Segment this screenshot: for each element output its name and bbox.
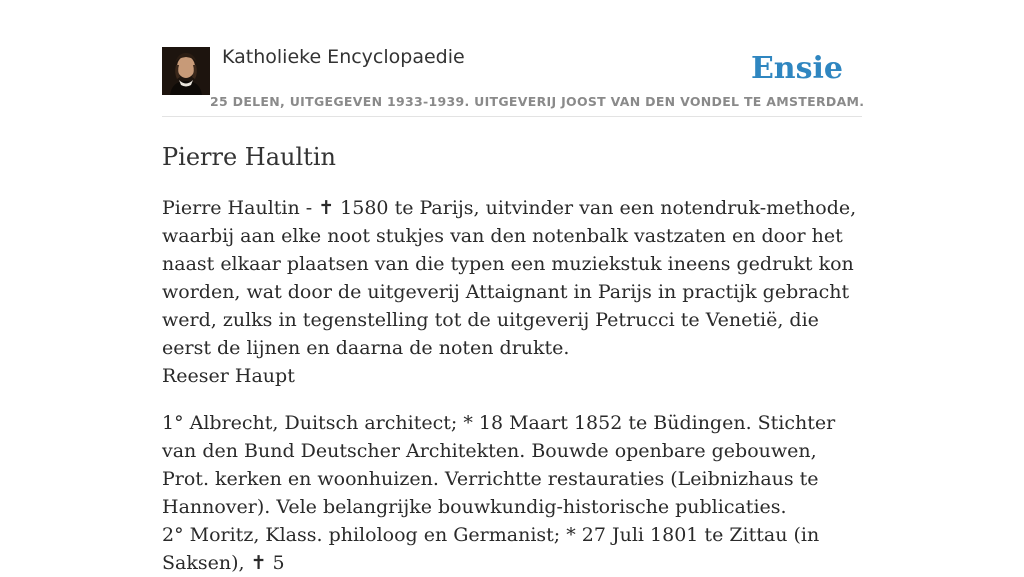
article-body: [162, 194, 862, 577]
article-author: Reeser Haupt: [162, 365, 295, 387]
publication-avatar[interactable]: [162, 47, 210, 95]
article-paragraph: 2° Moritz, Klass. philoloog en Germanist; * 27 Juli 1801 te Zittau (in Saksen), ✝ 5: [162, 524, 820, 574]
portrait-image: [162, 47, 210, 95]
article-paragraph: 1° Albrecht, Duitsch architect; * 18 Maart 1852 te Büdingen. Stichter van den Bund Deutscher Architekten. Bouwde openbare gebouwen, Prot. kerken en woonhuizen. Verrichtte restauraties (Leibnizhaus te Hannover). Vele belangrijke bouwkundig-historische publicaties.: [162, 412, 836, 518]
publication-tagline: 25 DELEN, UITGEGEVEN 1933-1939. UITGEVERIJ JOOST VAN DEN VONDEL TE AMSTERDAM.: [210, 94, 865, 109]
site-header: [162, 0, 865, 117]
site-title[interactable]: Katholieke Encyclopaedie: [222, 46, 465, 68]
article-title: Pierre Haultin: [162, 143, 336, 171]
page-container: [162, 0, 865, 577]
article-paragraph: Pierre Haultin - ✝ 1580 te Parijs, uitvinder van een notendruk-methode, waarbij aan elke noot stukjes van den notenbalk vastzaten en door het naast elkaar plaatsen van die typen een muziekstuk ineens gedrukt kon worden, wat door de uitgeverij Attaignant in Parijs in practijk gebracht werd, zulks in tegenstelling tot de uitgeverij Petrucci te Venetië, die eerst de lijnen en daarna de noten drukte.: [162, 197, 857, 359]
brand-logo[interactable]: Ensie: [750, 51, 843, 86]
